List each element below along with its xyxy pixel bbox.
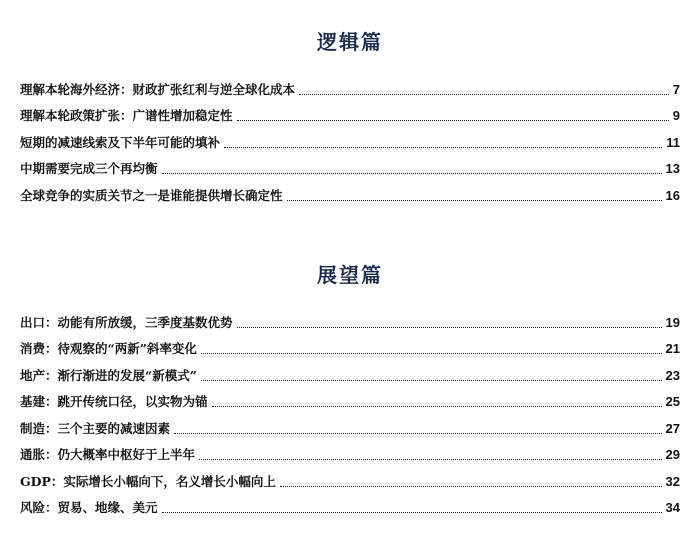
toc-entry[interactable]	[20, 305, 680, 332]
dot-leader	[162, 173, 662, 174]
toc-entry-page: 11	[666, 134, 680, 150]
toc-entry-page: 32	[665, 473, 680, 489]
dot-leader	[237, 120, 669, 121]
toc-entry-label: 短期的减速线索及下半年可能的填补	[20, 134, 221, 150]
toc-entry-page: 29	[665, 447, 680, 462]
toc-entry[interactable]	[20, 125, 680, 152]
toc-entry[interactable]	[20, 491, 680, 518]
toc-entry-label: 地产：渐行渐进的发展“新模式”	[20, 367, 197, 383]
toc-entry-label: 出口：动能有所放缓，三季度基数优势	[20, 314, 233, 330]
toc-entry-page: 16	[665, 187, 680, 203]
toc-entry-label: 中期需要完成三个再均衡	[20, 161, 158, 176]
dot-leader	[237, 327, 662, 328]
dot-leader	[287, 200, 662, 201]
dot-leader	[199, 459, 662, 460]
toc-entry-page: 21	[665, 341, 680, 356]
dot-leader	[212, 406, 662, 407]
dot-leader	[201, 353, 662, 354]
dot-leader	[224, 147, 662, 148]
toc-entry-page: 9	[672, 108, 680, 123]
toc-entry-label: 基建：跳开传统口径，以实物为锚	[20, 394, 208, 409]
toc-entry[interactable]	[20, 411, 680, 438]
toc-entry[interactable]	[20, 358, 680, 385]
toc-entry-page: 19	[665, 314, 680, 330]
toc-entry-label: 风险：贸易、地缘、美元	[20, 500, 158, 515]
toc-list-outlook	[20, 305, 680, 517]
toc-entry-label: 理解本轮海外经济：财政扩张红利与逆全球化成本	[20, 81, 296, 97]
toc-entry-label: GDP：实际增长小幅向下，名义增长小幅向上	[20, 473, 276, 489]
toc-entry[interactable]	[20, 178, 680, 205]
toc-entry-page: 7	[672, 81, 680, 97]
toc-entry[interactable]	[20, 332, 680, 359]
toc-entry-label: 制造：三个主要的减速因素	[20, 420, 171, 436]
toc-entry-page: 34	[665, 500, 680, 515]
toc-entry[interactable]	[20, 152, 680, 179]
dot-leader	[299, 94, 669, 95]
toc-entry-label: 消费：待观察的“两新”斜率变化	[20, 341, 197, 356]
toc-entry-page: 13	[665, 161, 680, 176]
toc-entry-page: 23	[665, 367, 680, 383]
dot-leader	[280, 486, 662, 487]
toc-entry-page: 25	[665, 394, 680, 409]
toc-entry[interactable]	[20, 438, 680, 465]
dot-leader	[201, 380, 662, 381]
toc-entry[interactable]	[20, 99, 680, 126]
dot-leader	[174, 433, 662, 434]
dot-leader	[162, 512, 662, 513]
toc-entry[interactable]	[20, 464, 680, 491]
toc-list-logic	[20, 72, 680, 205]
toc-entry-label: 通胀：仍大概率中枢好于上半年	[20, 447, 196, 462]
toc-entry-label: 全球竞争的实质关节之一是谁能提供增长确定性	[20, 187, 283, 203]
toc-entry[interactable]	[20, 72, 680, 99]
section-title-logic: 逻辑篇	[317, 30, 383, 54]
toc-entry-page: 27	[665, 420, 680, 436]
toc-entry[interactable]	[20, 385, 680, 412]
toc-entry-label: 理解本轮政策扩张：广谱性增加稳定性	[20, 108, 233, 123]
section-title-outlook: 展望篇	[317, 263, 383, 287]
